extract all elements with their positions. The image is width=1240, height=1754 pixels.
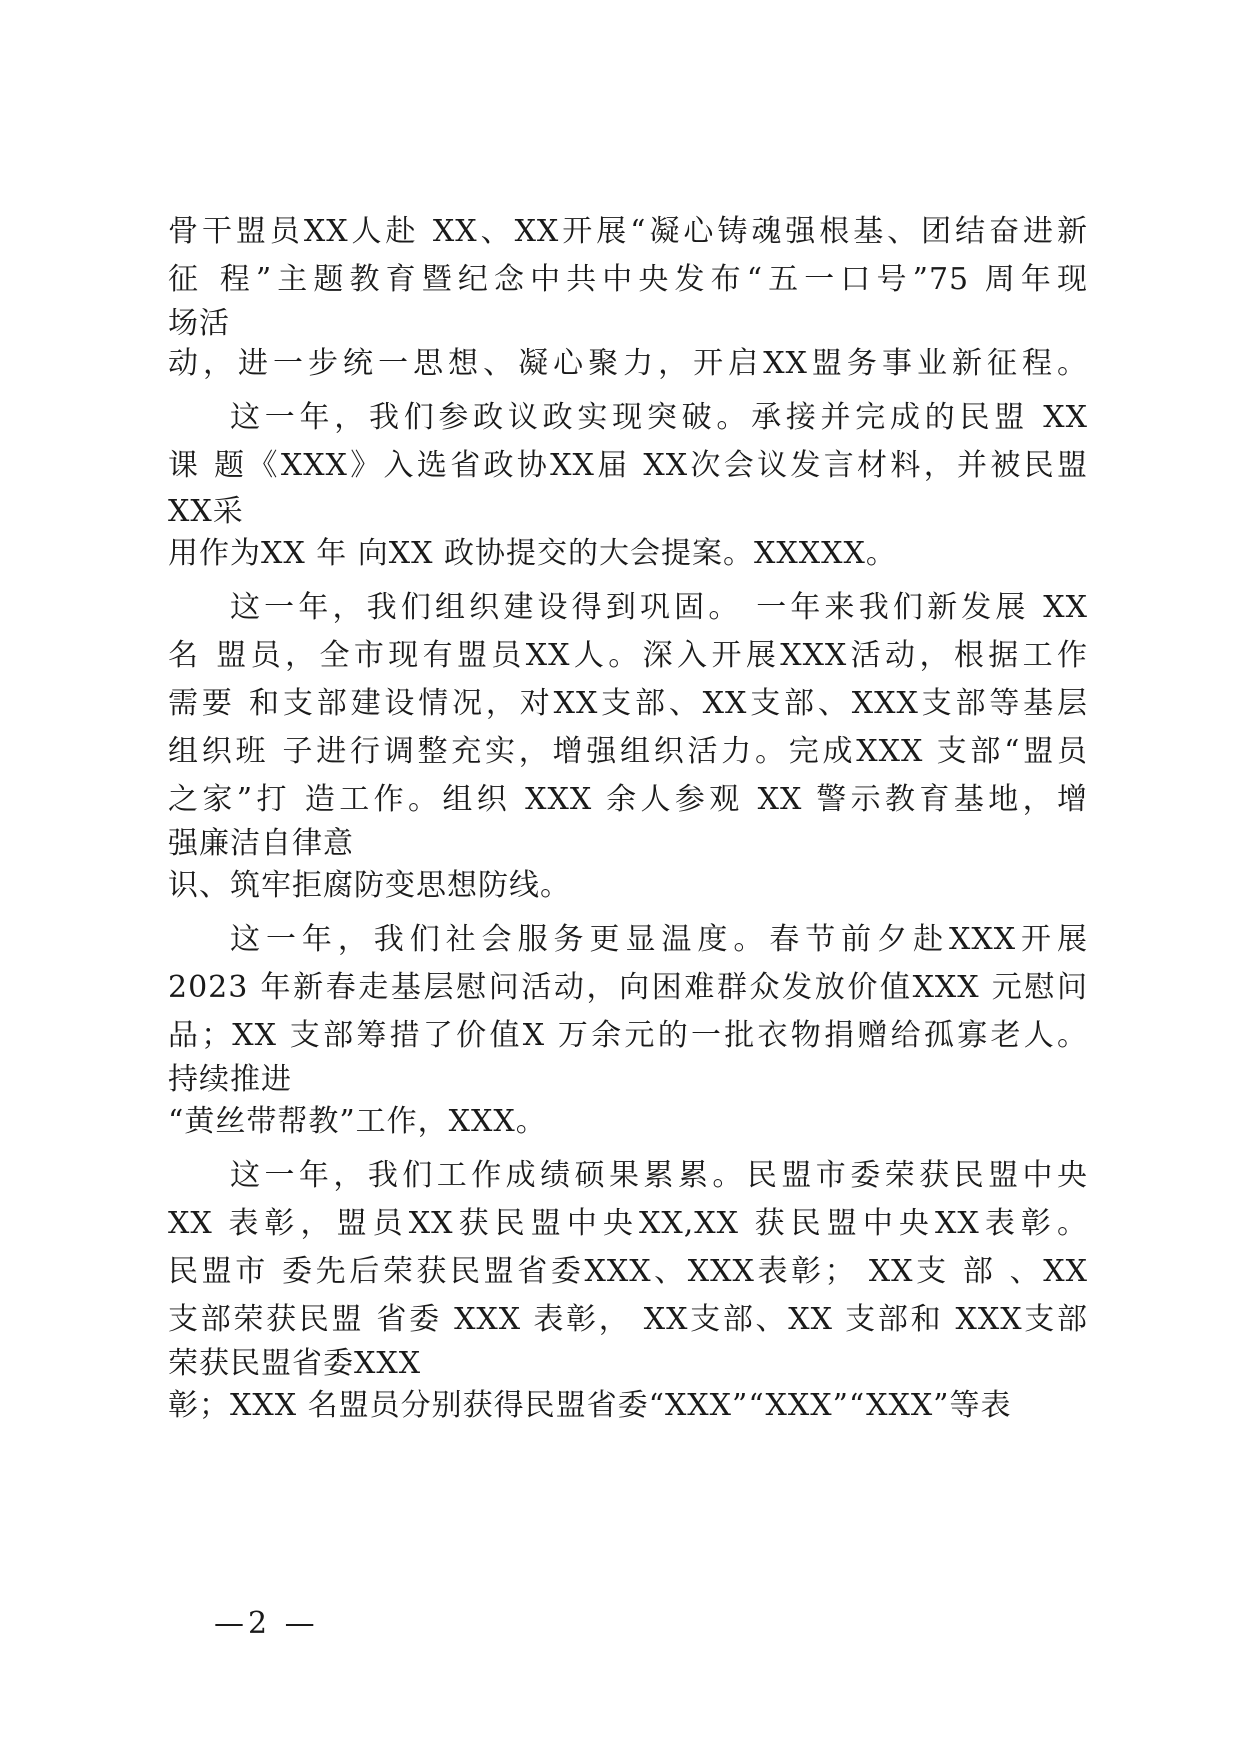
text-line: 识、筑牢拒腐防变思想防线。 — [168, 868, 571, 903]
text-line: “黄丝带帮教”工作，XXX。 — [168, 1104, 547, 1139]
text-line: 用作为XX 年 向XX 政协提交的大会提案。XXXXX。 — [168, 536, 897, 571]
text-line: 需要 和支部建设情况，对XX支部、XX支部、XXX支部等基层 — [168, 686, 1088, 721]
text-line: 这一年，我们工作成绩硕果累累。民盟市委荣获民盟中央 — [230, 1158, 1088, 1193]
text-line: 骨干盟员XX人赴 XX、XX开展“凝心铸魂强根基、团结奋进新 — [168, 214, 1088, 249]
text-line: 这一年，我们参政议政实现突破。承接并完成的民盟 XX — [230, 400, 1088, 435]
text-line: 组织班 子进行调整充实，增强组织活力。完成XXX 支部“盟员 — [168, 734, 1088, 769]
text-line: XX 表彰，盟员XX获民盟中央XX,XX 获民盟中央XX表彰。 — [168, 1206, 1088, 1241]
text-line: 民盟市 委先后荣获民盟省委XXX、XXX表彰； XX支 部 、XX — [168, 1254, 1088, 1289]
text-line: 课 题《XXX》入选省政协XX届 XX次会议发言材料，并被民盟 — [168, 448, 1088, 483]
text-line: 这一年，我们组织建设得到巩固。 一年来我们新发展 XX — [230, 590, 1088, 625]
text-line: 场活 — [168, 306, 230, 341]
text-line: 荣获民盟省委XXX — [168, 1346, 422, 1381]
text-line: 之家”打 造工作。组织 XXX 余人参观 XX 警示教育基地，增 — [168, 782, 1088, 817]
page-number: —2 — — [214, 1606, 319, 1641]
text-line: 持续推进 — [168, 1062, 292, 1097]
text-line: 征 程”主题教育暨纪念中共中央发布“五一口号”75 周年现 — [168, 262, 1088, 297]
text-line: 动，进一步统一思想、凝心聚力，开启XX盟务事业新征程。 — [168, 346, 1088, 381]
text-line: 2023 年新春走基层慰问活动，向困难群众发放价值XXX 元慰问 — [168, 970, 1088, 1005]
text-line: 名 盟员，全市现有盟员XX人。深入开展XXX活动，根据工作 — [168, 638, 1088, 673]
text-line: 强廉洁自律意 — [168, 826, 354, 861]
text-line: 彰；XXX 名盟员分别获得民盟省委“XXX”“XXX”“XXX”等表 — [168, 1388, 1012, 1423]
text-line: 品；XX 支部筹措了价值X 万余元的一批衣物捐赠给孤寡老人。 — [168, 1018, 1088, 1053]
text-line: 支部荣获民盟 省委 XXX 表彰， XX支部、XX 支部和 XXX支部 — [168, 1302, 1088, 1337]
text-line: XX采 — [168, 494, 244, 529]
text-line: 这一年，我们社会服务更显温度。春节前夕赴XXX开展 — [230, 922, 1088, 957]
